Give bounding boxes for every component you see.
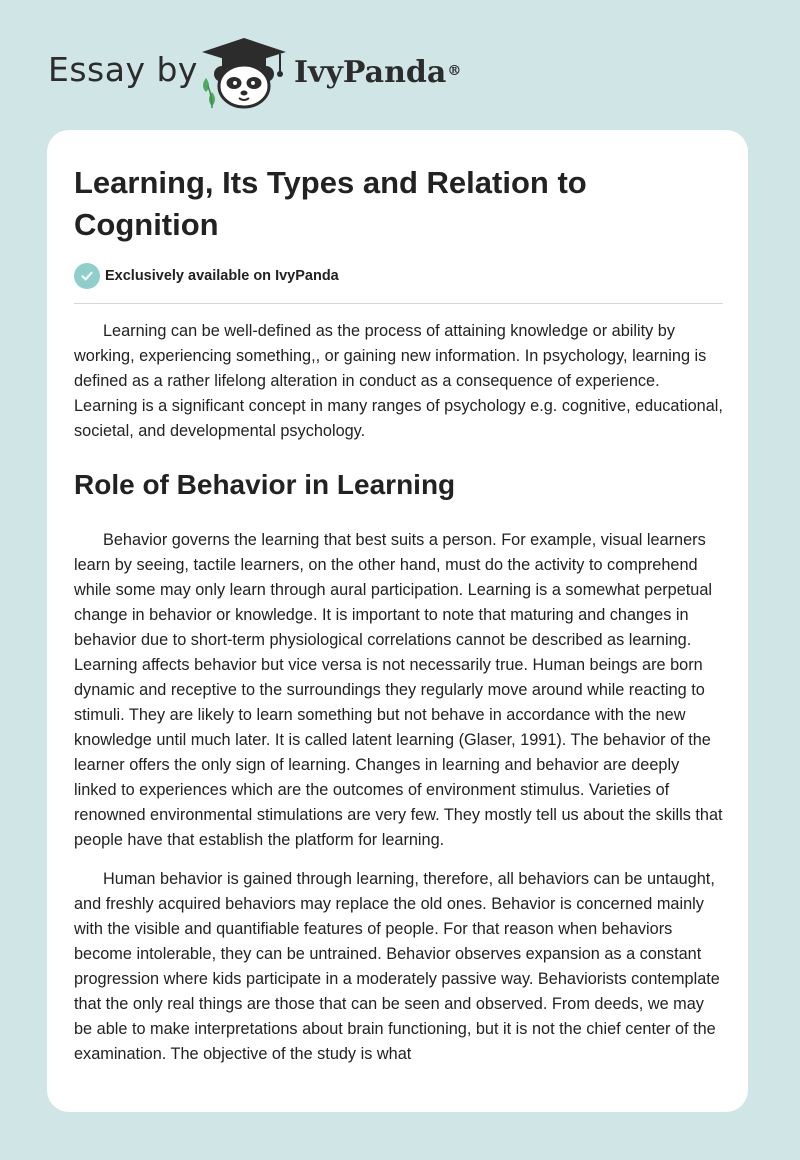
checkmark-icon bbox=[74, 263, 100, 289]
body-paragraph: Behavior governs the learning that best suits a person. For example, visual learners learn by seeing, tactile learners, on the other hand, must do the activity to comprehend while some may only learn through aural participation. Learning is a somewhat perpetual change in behavior or knowledge. It is important to note that maturing and changes in behavior due to short-term physiological correlations cannot be described as learning. Learning affects behavior but vice versa is not necessarily true. Human beings are born dynamic and receptive to the surroundings they regularly move around while reacting to stimuli. They are likely to learn something but not behave in accordance with the new knowledge until much later. It is called latent learning (Glaser, 1991). The behavior of the learner offers the only sign of learning. Changes in learning and behavior are deeply linked to experiences which are the outcomes of environment stimulus. Varieties of renowned environmental stimulations are very few. They mostly tell us about the skills that people have that establish the platform for learning. bbox=[74, 531, 723, 849]
exclusive-label: Exclusively available on IvyPanda bbox=[105, 268, 339, 284]
page-title: Learning, Its Types and Relation to Cognition bbox=[74, 165, 587, 242]
section-heading: Role of Behavior in Learning bbox=[74, 469, 456, 500]
brand-logo-text bbox=[294, 54, 461, 92]
body-paragraph: Human behavior is gained through learning, therefore, all behaviors can be untaught, and freshly acquired behaviors may replace the old ones. Behavior is concerned mainly with the visible and quantifiable features of people. For that reason when behaviors become intolerable, they can be untrained. Behavior observes expansion as a constant progression where kids participate in a moderately passive way. Behaviorists contemplate that the only real things are those that can be seen and observed. From deeds, we may be able to make interpretations about brain functioning, but it is not the chief center of the examination. The objective of the study is what bbox=[74, 870, 720, 1063]
panda-graduation-cap-icon bbox=[198, 34, 290, 110]
exclusive-badge bbox=[74, 263, 339, 289]
site-header bbox=[0, 0, 800, 130]
registered-mark: ® bbox=[447, 63, 462, 79]
intro-paragraph: Learning can be well-defined as the process of attaining knowledge or ability by working, experiencing something,, or gaining new information. In psychology, learning is defined as a rather lifelong alteration in conduct as a consequence of experience. Learning is a significant concept in many ranges of psychology e.g. cognitive, educational, societal, and developmental psychology. bbox=[74, 322, 723, 440]
brand-name: IvyPanda bbox=[294, 55, 447, 90]
essay-by-label: Essay by bbox=[48, 50, 198, 89]
article-body bbox=[74, 319, 724, 1081]
essay-card bbox=[47, 130, 748, 1112]
divider bbox=[74, 303, 723, 304]
